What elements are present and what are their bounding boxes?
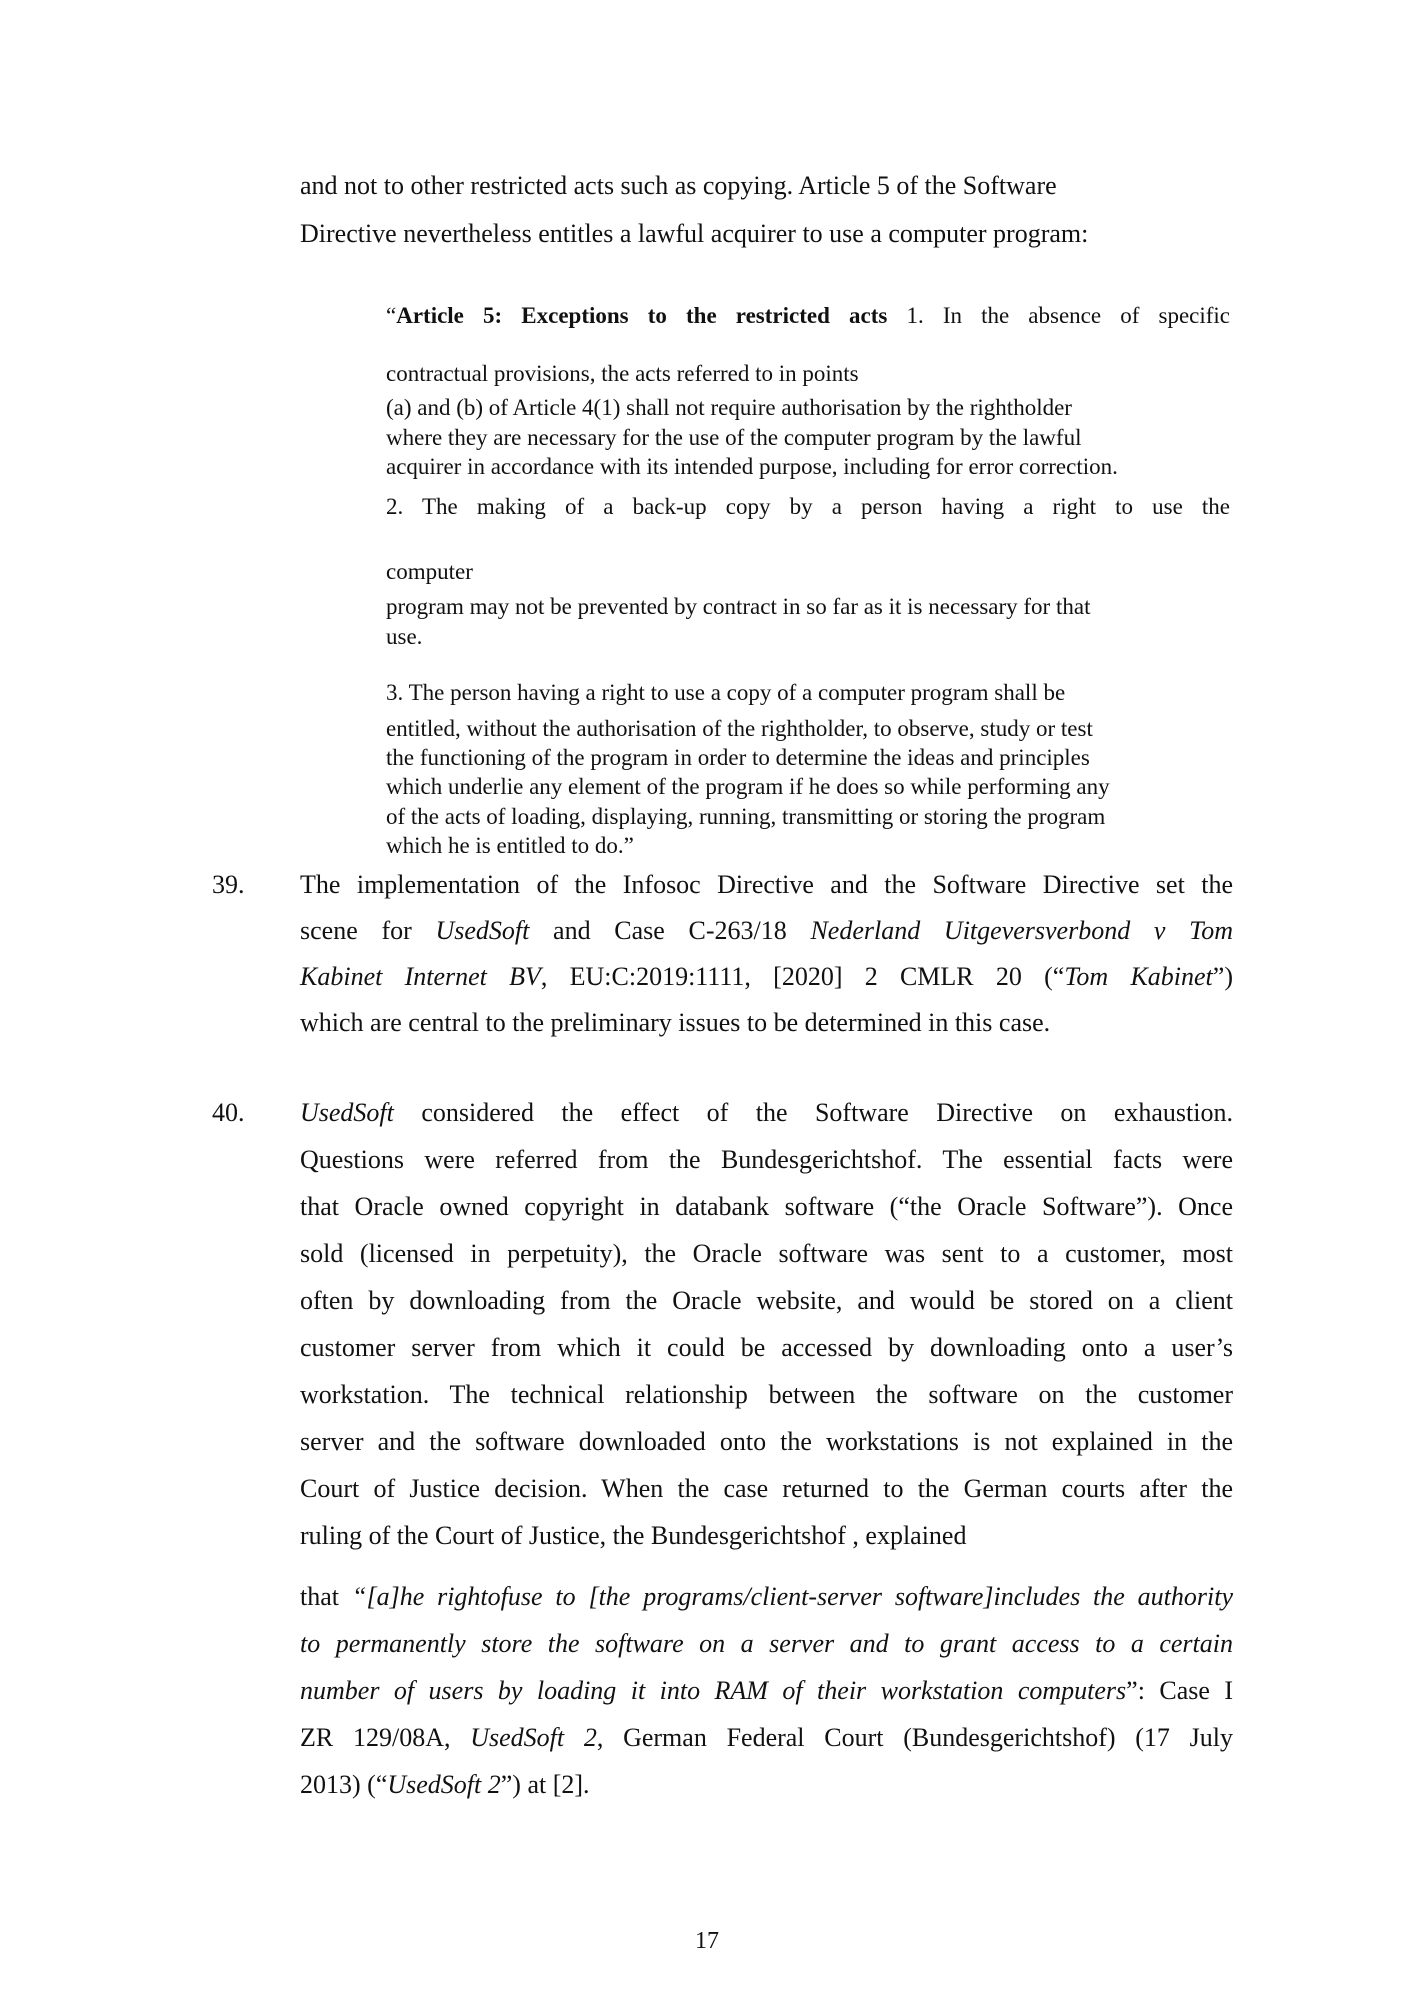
quote-line: 2. The making of a back-up copy by a person having a right to use the [386, 494, 1230, 519]
text-run: 2013) (“ [300, 1770, 388, 1799]
quoted-text-line: “[a]he rightofuse to [the programs/client-server software]includes the authority [352, 1582, 1233, 1611]
case-name: Tom Kabinet [1064, 962, 1213, 991]
body-text-line [300, 918, 1233, 944]
quote-line: acquirer in accordance with its intended purpose, including for error correction. [386, 454, 1118, 479]
quote-line: program may not be prevented by contract in so far as it is necessary for that [386, 594, 1091, 619]
quote-line: 3. The person having a right to use a copy of a computer program shall be [386, 680, 1066, 705]
text-run: , EU:C:2019:1111, [2020] 2 CMLR 20 (“ [540, 962, 1065, 991]
quote-heading-line [386, 304, 1230, 327]
overlap-text: that [300, 1582, 339, 1611]
quote-line: entitled, without the authorisation of the rightholder, to observe, study or test [386, 716, 1093, 741]
quote-line: where they are necessary for the use of the computer program by the lawful [386, 425, 1082, 450]
quote-line: which he is entitled to do.” [386, 833, 634, 858]
case-name: UsedSoft 2 [387, 1770, 501, 1799]
case-name: Nederland Uitgeversverbond v Tom [810, 916, 1233, 945]
body-text-line: Directive nevertheless entitles a lawful acquirer to use a computer program: [300, 219, 1089, 248]
quote-line: the functioning of the program in order to determine the ideas and principles [386, 745, 1090, 770]
article-heading: Article 5: Exceptions to the restricted acts [396, 303, 888, 328]
text-run: considered the effect of the Software Directive on exhaustion. [393, 1098, 1233, 1127]
paragraph-number: 40. [212, 1098, 245, 1127]
text-run: ”: Case I [1126, 1676, 1234, 1705]
quoted-text-line: to permanently store the software on a server and to grant access to a certain [300, 1629, 1233, 1658]
body-text-line: The implementation of the Infosoc Directive and the Software Directive set the [300, 870, 1233, 899]
body-text-line: ruling of the Court of Justice, the Bundesgerichtshof , explained [300, 1521, 967, 1550]
body-text-line: and not to other restricted acts such as copying. Article 5 of the Software [300, 171, 1057, 200]
quote-line: which underlie any element of the program if he does so while performing any [386, 774, 1110, 799]
body-text-line: server and the software downloaded onto the workstations is not explained in the [300, 1427, 1233, 1456]
paragraph-number: 39. [212, 870, 245, 899]
text-run: , German Federal Court (Bundesgerichtshof) (17 July [596, 1723, 1233, 1752]
text-run: ”) at [2]. [500, 1770, 590, 1799]
body-text-line: that Oracle owned copyright in databank software (“the Oracle Software”). Once [300, 1192, 1233, 1221]
body-text-line [300, 1772, 1233, 1798]
body-text-line: customer server from which it could be accessed by downloading onto a user’s [300, 1333, 1233, 1362]
quote-text: 1. In the absence of specific [887, 303, 1231, 328]
case-name: UsedSoft 2 [470, 1723, 597, 1752]
quote-line: use. [386, 624, 423, 649]
body-text-line [300, 1100, 1233, 1126]
quoted-text: number of users by loading it into RAM of their workstation computers [300, 1676, 1127, 1705]
quote-line: contractual provisions, the acts referred to in points [386, 361, 859, 386]
body-text-line [300, 1725, 1233, 1751]
body-text-line [300, 964, 1233, 990]
case-name: UsedSoft [435, 916, 530, 945]
body-text-line: sold (licensed in perpetuity), the Oracle software was sent to a customer, most [300, 1239, 1233, 1268]
quote-line: (a) and (b) of Article 4(1) shall not require authorisation by the rightholder [386, 395, 1072, 420]
page-number: 17 [695, 1928, 719, 1954]
text-run: ZR 129/08A, [300, 1723, 471, 1752]
text-run: and Case C-263/18 [529, 916, 811, 945]
quote-line: of the acts of loading, displaying, running, transmitting or storing the program [386, 804, 1106, 829]
body-text-line: workstation. The technical relationship between the software on the customer [300, 1380, 1233, 1409]
case-name: Kabinet Internet BV [300, 962, 541, 991]
text-run: ”) [1212, 962, 1233, 991]
quote-line: computer [386, 559, 473, 584]
body-text-line: Court of Justice decision. When the case returned to the German courts after the [300, 1474, 1233, 1503]
text-run: scene for [300, 916, 436, 945]
open-quote-mark: “ [386, 303, 397, 328]
case-name: UsedSoft [300, 1098, 394, 1127]
body-text-line: which are central to the preliminary issues to be determined in this case. [300, 1008, 1051, 1037]
body-text-line: often by downloading from the Oracle website, and would be stored on a client [300, 1286, 1233, 1315]
body-text-line: Questions were referred from the Bundesgerichtshof. The essential facts were [300, 1145, 1233, 1174]
body-text-line [300, 1678, 1233, 1704]
